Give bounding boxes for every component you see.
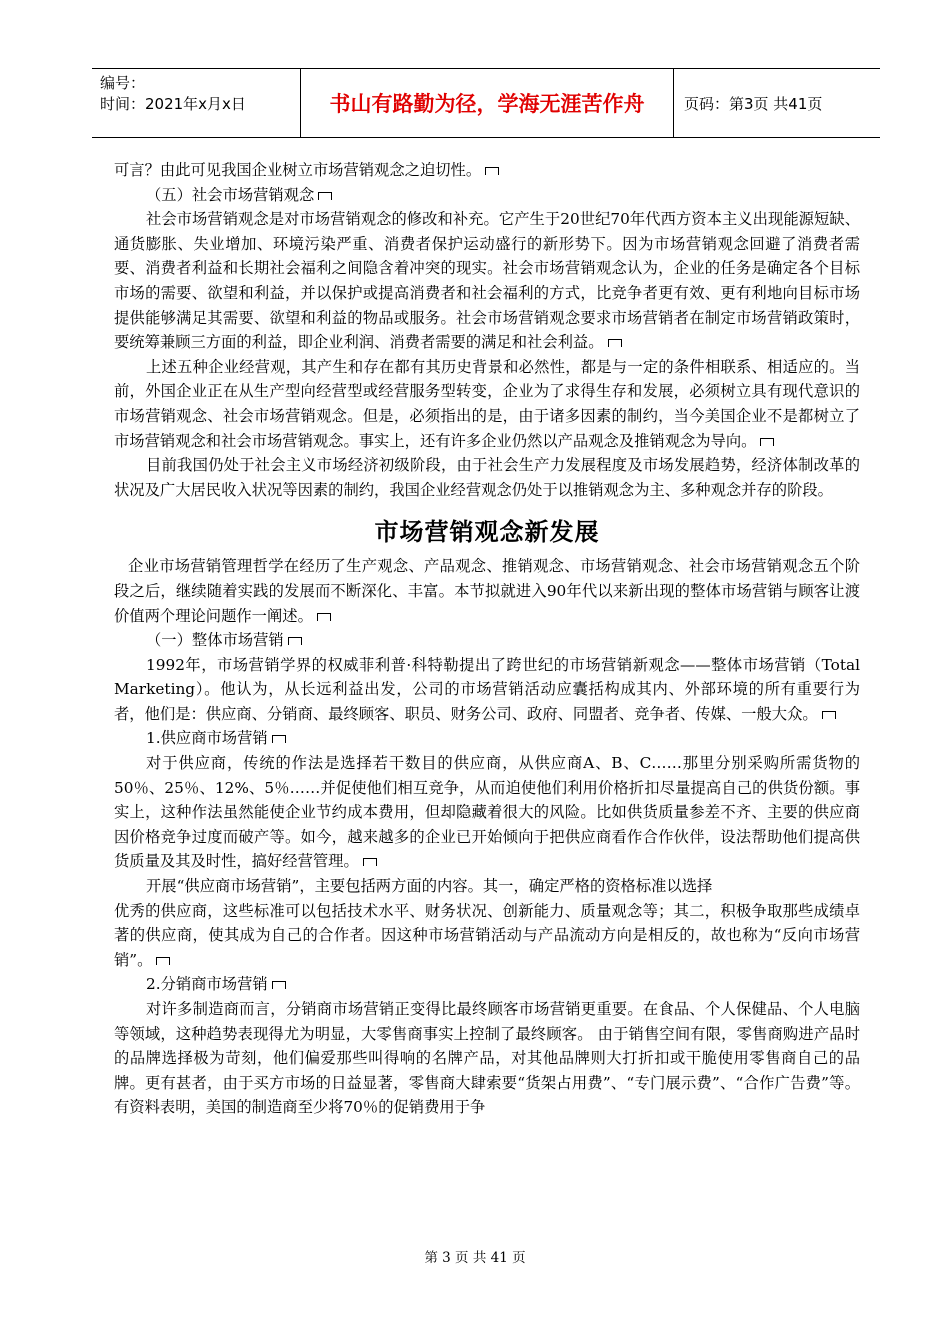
paragraph-text: 1992年，市场营销学界的权威菲利普·科特勒提出了跨世纪的市场营销新观念——整体市场营销（Total Marketing）。他认为，从长远利益出发，公司的市场营销活动应囊括构成其内、外部环境的所有重要行为者，他们是：供应商、分销商、最终顾客、职员、财务公司、政府、同盟者、竞争者、传媒、一般大众。	[114, 655, 860, 723]
paragraph	[114, 874, 860, 899]
paragraph	[114, 183, 860, 208]
paragraph	[114, 158, 860, 183]
paragraph	[114, 355, 860, 453]
number-label: 编号：	[100, 74, 146, 92]
page-header	[92, 68, 880, 138]
paragraph	[114, 628, 860, 653]
paragraph-text: 可言？由此可见我国企业树立市场营销观念之迫切性。	[114, 161, 482, 179]
paragraph-text: 对许多制造商而言，分销商市场营销正变得比最终顾客市场营销更重要。在食品、个人保健品、个人电脑等领域，这种趋势表现得尤为明显，大零售商事实上控制了最终顾客。 由于销售空间有限，零售商购进产品时的品牌选择极为苛刻，他们偏爱那些叫得响的名牌产品，对其他品牌则大打折扣或干脆使用零售商自己的品牌。更有甚者，由于买方市场的日益显著，零售商大肆索要“货架占用费”、“专门展示费”、“合作广告费”等。有资料表明，美国的制造商至少将70％的促销费用于争	[114, 1000, 860, 1117]
paragraph-mark-icon	[272, 981, 286, 989]
paragraph-text: 2.分销商市场营销	[146, 975, 268, 994]
paragraph-text: 优秀的供应商，这些标准可以包括技术水平、财务状况、创新能力、质量观念等；其二，积极争取那些成绩卓著的供应商，使其成为自己的合作者。因这种市场营销活动与产品流动方向是相反的，故也称为“反向市场营销”。	[114, 901, 860, 969]
paragraph-text: 企业市场营销管理哲学在经历了生产观念、产品观念、推销观念、市场营销观念、社会市场营销观念五个阶段之后，继续随着实践的发展而不断深化、丰富。本节拟就进入90年代以来新出现的整体市场营销与顾客让渡价值两个理论问题作一阐述。	[114, 557, 860, 625]
paragraph-text: 1.供应商市场营销	[146, 729, 268, 748]
paragraph-mark-icon	[288, 637, 302, 645]
paragraph	[114, 207, 860, 355]
paragraph-text: 上述五种企业经营观，其产生和存在都有其历史背景和必然性，都是与一定的条件相联系、相适应的。当前，外国企业正在从生产型向经营型或经营服务型转变，企业为了求得生存和发展，必须树立具有现代意识的市场营销观念、社会市场营销观念。但是，必须指出的是，由于诸多因素的制约，当今美国企业不是都树立了市场营销观念和社会市场营销观念。事实上，还有许多企业仍然以产品观念及推销观念为导向。	[114, 357, 860, 450]
paragraph	[114, 453, 860, 502]
paragraph-mark-icon	[363, 858, 377, 866]
paragraph-text: 目前我国仍处于社会主义市场经济初级阶段，由于社会生产力发展程度及市场发展趋势，经济体制改革的状况及广大居民收入状况等因素的制约，我国企业经营观念仍处于以推销观念为主、多种观念并存的阶段。	[114, 456, 860, 499]
header-motto: 书山有路勤为径，学海无涯苦作舟	[300, 69, 674, 137]
paragraph-mark-icon	[318, 192, 332, 200]
paragraph	[114, 726, 860, 751]
paragraph-text: 社会市场营销观念是对市场营销观念的修改和补充。它产生于20世纪70年代西方资本主义出现能源短缺、通货膨胀、失业增加、环境污染严重、消费者保护运动盛行的新形势下。因为市场营销观念回避了消费者需要、消费者利益和长期社会福利之间隐含着冲突的现实。社会市场营销观念认为，企业的任务是确定各个目标市场的需要、欲望和利益，并以保护或提高消费者和社会福利的方式，比竞争者更有效、更有利地向目标市场提供能够满足其需要、欲望和利益的物品或服务。社会市场营销观念要求市场营销者在制定市场营销政策时，要统筹兼顾三方面的利益，即企业利润、消费者需要的满足和社会利益。	[114, 210, 860, 352]
paragraph-mark-icon	[156, 957, 170, 965]
header-page-label: 页码：第3页 共41页	[684, 94, 823, 113]
section-title: 市场营销观念新发展	[374, 517, 600, 547]
paragraph-mark-icon	[317, 613, 331, 621]
paragraph-group-2	[114, 554, 860, 1120]
paragraph-text: （一）整体市场营销	[146, 631, 284, 650]
time-label: 时间：2021年x月x日	[100, 95, 246, 113]
header-left	[92, 69, 300, 137]
paragraph	[114, 554, 860, 628]
paragraph-text: 开展“供应商市场营销”，主要包括两方面的内容。其一，确定严格的资格标准以选择	[146, 877, 713, 896]
paragraph-text: （五）社会市场营销观念	[146, 185, 315, 204]
paragraph-mark-icon	[608, 339, 622, 347]
page-footer: 第 3 页 共 41 页	[424, 1250, 526, 1266]
document-body	[114, 158, 860, 1120]
paragraph-text: 对于供应商，传统的作法是选择若干数目的供应商，从供应商A、B、C……那里分别采购所需货物的50％、25％、12%、5％……并促使他们相互竞争，从而迫使他们利用价格折扣尽量提高自己的供货份额。事实上，这种作法虽然能使企业节约成本费用，但却隐藏着很大的风险。比如供货质量参差不齐、主要的供应商因价格竞争过度而破产等。如今，越来越多的企业已开始倾向于把供应商看作合作伙伴，设法帮助他们提高供货质量及其及时性，搞好经营管理。	[114, 754, 860, 871]
paragraph-mark-icon	[822, 711, 836, 719]
paragraph-mark-icon	[272, 735, 286, 743]
paragraph	[114, 972, 860, 997]
paragraph-group-1	[114, 158, 860, 502]
paragraph	[114, 653, 860, 727]
paragraph-mark-icon	[485, 167, 499, 175]
paragraph	[114, 899, 860, 973]
paragraph	[114, 751, 860, 874]
paragraph	[114, 997, 860, 1120]
paragraph-mark-icon	[760, 438, 774, 446]
